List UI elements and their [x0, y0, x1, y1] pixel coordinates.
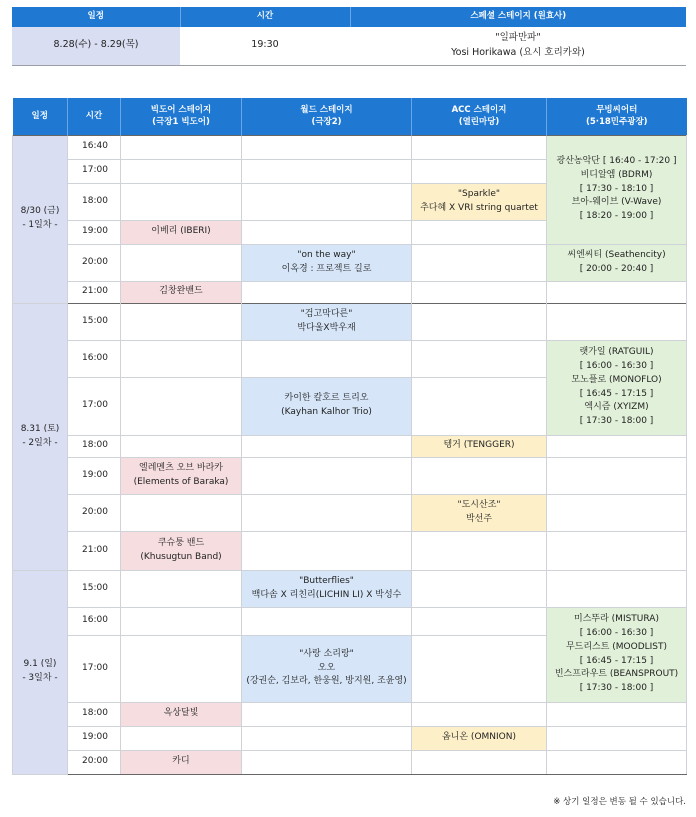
event-artist: (Kayhan Kalhor Trio)	[281, 407, 372, 417]
header-bigdoor-line1: 빅도어 스테이지	[150, 104, 212, 115]
header-time: 시간	[68, 98, 121, 135]
table-row	[13, 457, 687, 494]
event-line: 모노플로 (MONOFLO)	[571, 374, 662, 385]
schedule-table	[12, 98, 687, 775]
time-cell: 19:00	[68, 457, 121, 494]
empty-cell	[412, 281, 547, 303]
empty-cell	[412, 220, 547, 244]
header-world-line2: (극장2)	[311, 117, 342, 128]
event-line: [ 16:45 - 17:15 ]	[579, 655, 654, 666]
time-cell: 16:00	[68, 340, 121, 377]
day1-world-cell	[242, 244, 412, 281]
empty-cell	[242, 340, 412, 377]
table-row	[13, 435, 687, 457]
empty-cell	[242, 435, 412, 457]
day2-sub: - 2일차 -	[22, 437, 58, 448]
header-bigdoor-stage	[121, 98, 242, 135]
time-cell: 17:00	[68, 377, 121, 435]
day2-acc-cell	[412, 494, 547, 531]
day2-date: 8.31 (토)	[20, 423, 60, 434]
time-cell: 20:00	[68, 244, 121, 281]
empty-cell	[412, 340, 547, 377]
event-artist: (Khusugtun Band)	[140, 551, 222, 562]
table-row	[13, 607, 687, 635]
day1-acc-cell	[412, 183, 547, 220]
time-cell: 17:00	[68, 635, 121, 702]
table-row	[13, 244, 687, 281]
table-row	[13, 702, 687, 726]
event-artist: 박선주	[465, 513, 493, 524]
day2-tengger-cell: 텡거 (TENGGER)	[412, 435, 547, 457]
empty-cell	[547, 494, 687, 531]
empty-cell	[121, 635, 242, 702]
day3-moving-cell	[547, 607, 687, 702]
schedule-header-row	[13, 98, 687, 135]
time-cell: 20:00	[68, 494, 121, 531]
header-moving-line1: 무빙씨어터	[596, 104, 638, 115]
special-event-artist: Yosi Horikawa (요시 호리카와)	[451, 46, 585, 58]
event-artist: 이옥경 : 프로젝트 길로	[281, 263, 372, 274]
empty-cell	[412, 531, 547, 570]
table-row	[13, 750, 687, 774]
time-cell: 18:00	[68, 183, 121, 220]
event-line: 랫가일 (RATGUIL)	[579, 346, 654, 357]
event-line: 미스뚜라 (MISTURA)	[574, 613, 659, 624]
special-date-cell: 8.28(수) - 8.29(목)	[12, 27, 180, 65]
header-moving-line2: (5·18민주광장)	[585, 117, 648, 128]
empty-cell	[242, 607, 412, 635]
event-title: "on the way"	[297, 249, 356, 260]
empty-cell	[242, 135, 412, 159]
event-line: 브아-웨이브 (V-Wave)	[571, 197, 662, 208]
special-event-title: "일파만파"	[495, 32, 541, 44]
day1-kimchangwan-cell: 김창완밴드	[121, 281, 242, 303]
event-artist: 추다혜 X VRI string quartet	[420, 202, 538, 213]
empty-cell	[121, 159, 242, 183]
header-date: 일정	[13, 98, 68, 135]
empty-cell	[242, 531, 412, 570]
empty-cell	[412, 159, 547, 183]
event-artist: 백다솜 X 리친리(LICHIN LI) X 박성수	[251, 589, 402, 600]
empty-cell	[242, 183, 412, 220]
empty-cell	[121, 607, 242, 635]
event-line: 광산농악단 [ 16:40 - 17:20 ]	[556, 155, 677, 166]
header-date: 일정	[12, 7, 180, 27]
special-event-cell	[350, 27, 686, 65]
event-line: 씨엔씨티 (Seathencity)	[567, 249, 666, 260]
empty-cell	[547, 702, 687, 726]
event-line: 비디알엠 (BDRM)	[580, 169, 653, 180]
special-stage-table	[12, 7, 686, 66]
day3-world2-cell	[242, 635, 412, 702]
event-artist: 박다울X박우재	[297, 322, 356, 333]
day1-label	[13, 135, 68, 303]
empty-cell	[242, 750, 412, 774]
time-cell: 19:00	[68, 220, 121, 244]
empty-cell	[412, 303, 547, 340]
day2-khusugtun-cell	[121, 531, 242, 570]
table-row	[13, 531, 687, 570]
event-line: [ 17:30 - 18:00 ]	[579, 416, 654, 427]
event-line: 엑시즘 (XYIZM)	[584, 402, 649, 413]
event-members: (강권순, 김보라, 한웅원, 방지원, 조윤영)	[246, 676, 407, 687]
empty-cell	[412, 135, 547, 159]
empty-cell	[412, 457, 547, 494]
header-acc-stage	[412, 98, 547, 135]
empty-cell	[547, 531, 687, 570]
day1-iberi-cell: 이베리 (IBERI)	[121, 220, 242, 244]
time-cell: 17:00	[68, 159, 121, 183]
event-title: 엘레멘츠 오브 바라카	[139, 462, 223, 473]
empty-cell	[121, 570, 242, 607]
day3-oksangdalbit-cell: 옥상달빛	[121, 702, 242, 726]
empty-cell	[242, 702, 412, 726]
empty-cell	[121, 135, 242, 159]
event-line: [ 16:45 - 17:15 ]	[579, 388, 654, 399]
empty-cell	[242, 281, 412, 303]
day1-date: 8/30 (금)	[20, 206, 60, 217]
day2-baraka-cell	[121, 457, 242, 494]
day2-moving-cell	[547, 340, 687, 435]
event-artist: 오오	[317, 662, 336, 673]
header-acc-line1: ACC 스테이지	[451, 104, 507, 115]
day1-sub: - 1일차 -	[22, 220, 58, 230]
empty-cell	[547, 435, 687, 457]
special-time-cell: 19:30	[180, 27, 350, 65]
event-artist: (Elements of Baraka)	[133, 476, 229, 487]
header-bigdoor-line2: (극장1 빅도어)	[152, 117, 210, 128]
empty-cell	[242, 159, 412, 183]
empty-cell	[242, 220, 412, 244]
empty-cell	[242, 457, 412, 494]
time-cell: 19:00	[68, 726, 121, 750]
day3-sub: - 3일차 -	[22, 673, 58, 683]
table-row	[13, 494, 687, 531]
event-title: 쿠슈퉁 밴드	[157, 537, 205, 548]
empty-cell	[121, 340, 242, 377]
day1-moving2-cell	[547, 244, 687, 281]
table-row	[13, 281, 687, 303]
empty-cell	[121, 303, 242, 340]
empty-cell	[412, 607, 547, 635]
empty-cell	[412, 244, 547, 281]
event-line: [ 16:00 - 16:30 ]	[579, 627, 654, 638]
day3-date: 9.1 (일)	[23, 659, 57, 670]
table-row	[13, 303, 687, 340]
table-row	[13, 726, 687, 750]
empty-cell	[121, 435, 242, 457]
event-line: [ 16:00 - 16:30 ]	[579, 360, 654, 371]
event-title: 카이한 칼호르 트리오	[284, 393, 369, 404]
header-acc-line2: (열린마당)	[458, 117, 500, 128]
header-time: 시간	[180, 7, 350, 27]
time-cell: 21:00	[68, 531, 121, 570]
day3-world1-cell	[242, 570, 412, 607]
event-title: "사랑 소리랑"	[299, 648, 354, 659]
event-line: [ 17:30 - 18:10 ]	[579, 183, 654, 194]
day2-world2-cell	[242, 377, 412, 435]
header-special-stage: 스페셜 스테이지 (원효사)	[350, 7, 686, 27]
event-title: "Butterflies"	[299, 575, 354, 586]
day2-label	[13, 303, 68, 570]
empty-cell	[412, 570, 547, 607]
empty-cell	[121, 726, 242, 750]
header-world-line1: 월드 스테이지	[300, 104, 353, 115]
header-moving-theater	[547, 98, 687, 135]
empty-cell	[242, 726, 412, 750]
empty-cell	[412, 750, 547, 774]
empty-cell	[547, 281, 687, 303]
empty-cell	[547, 726, 687, 750]
special-stage-header-row	[12, 7, 686, 27]
empty-cell	[121, 183, 242, 220]
empty-cell	[121, 377, 242, 435]
day2-world1-cell	[242, 303, 412, 340]
event-title: "Sparkle"	[457, 188, 501, 199]
empty-cell	[547, 570, 687, 607]
table-row	[13, 135, 687, 159]
time-cell: 15:00	[68, 303, 121, 340]
day3-label	[13, 570, 68, 774]
empty-cell	[547, 750, 687, 774]
event-line: [ 20:00 - 20:40 ]	[579, 263, 654, 274]
time-cell: 21:00	[68, 281, 121, 303]
event-title: "도시산조"	[457, 499, 501, 510]
table-row	[13, 570, 687, 607]
event-line: 무드리스트 (MOODLIST)	[565, 641, 668, 652]
time-cell: 15:00	[68, 570, 121, 607]
special-stage-row	[12, 27, 686, 65]
empty-cell	[412, 635, 547, 702]
schedule-change-note: ※ 상기 일정은 변동 될 수 있습니다.	[553, 797, 686, 807]
time-cell: 20:00	[68, 750, 121, 774]
header-world-stage	[242, 98, 412, 135]
empty-cell	[547, 457, 687, 494]
empty-cell	[547, 303, 687, 340]
time-cell: 18:00	[68, 702, 121, 726]
empty-cell	[412, 377, 547, 435]
empty-cell	[242, 494, 412, 531]
table-row	[13, 340, 687, 377]
empty-cell	[121, 244, 242, 281]
event-line: [ 18:20 - 19:00 ]	[579, 211, 654, 222]
time-cell: 18:00	[68, 435, 121, 457]
event-title: "검고막다른"	[300, 308, 353, 319]
event-line: [ 17:30 - 18:00 ]	[579, 683, 654, 694]
day3-kadi-cell: 카디	[121, 750, 242, 774]
event-line: 빈스프라우트 (BEANSPROUT)	[554, 669, 679, 680]
time-cell: 16:40	[68, 135, 121, 159]
empty-cell	[412, 702, 547, 726]
day3-omnion-cell: 옴니온 (OMNION)	[412, 726, 547, 750]
day1-moving-cell	[547, 135, 687, 244]
empty-cell	[121, 494, 242, 531]
time-cell: 16:00	[68, 607, 121, 635]
